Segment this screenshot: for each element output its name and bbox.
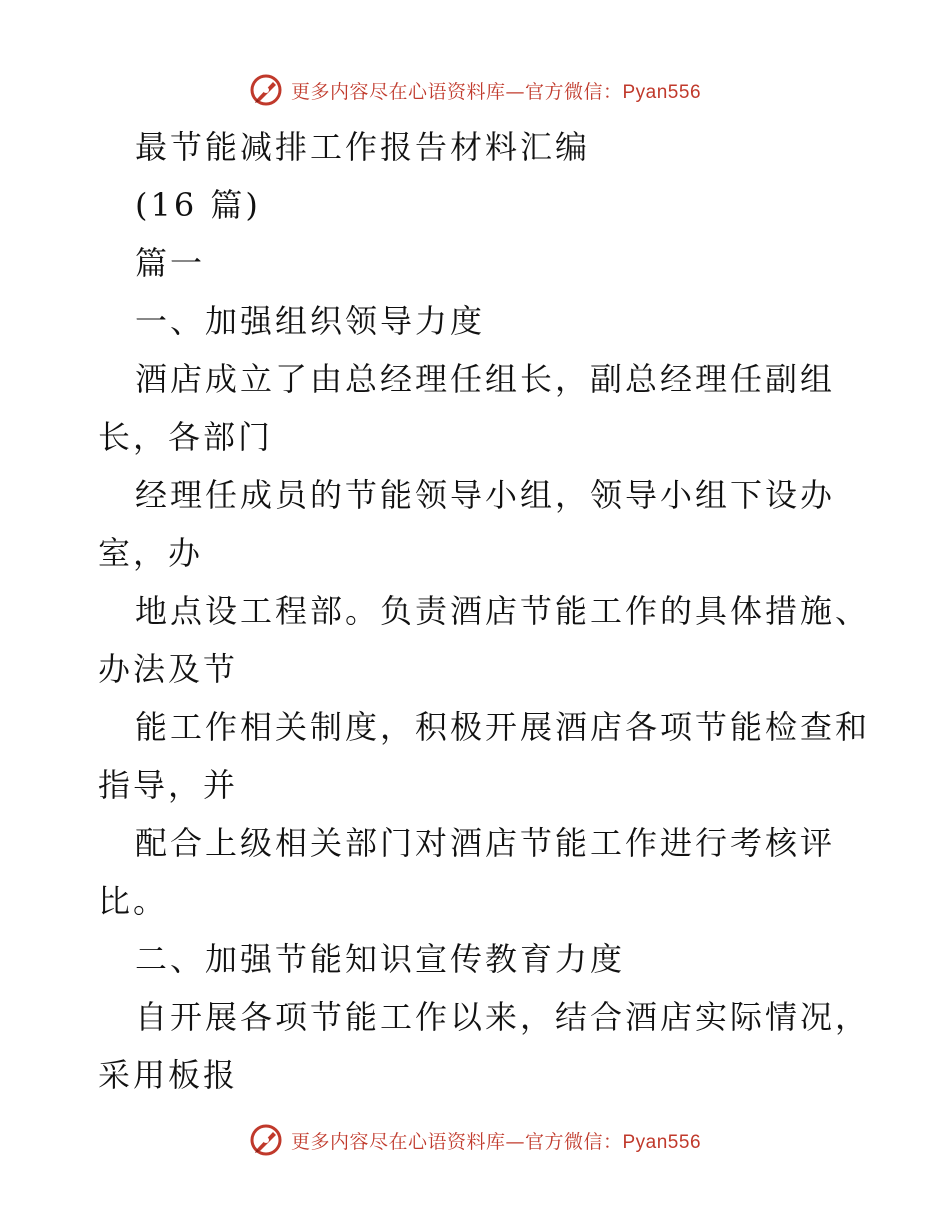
paragraph-line: 比。 — [98, 882, 169, 920]
paragraph-line: 经理任成员的节能领导小组，领导小组下设办 — [135, 476, 836, 514]
paragraph-line: 指导，并 — [98, 766, 239, 804]
paragraph-line: 酒店成立了由总经理任组长，副总经理任副组 — [135, 360, 836, 398]
quill-pen-circle-icon — [249, 1123, 283, 1157]
section-heading-2: 二、加强节能知识宣传教育力度 — [135, 940, 626, 978]
watermark-text: 更多内容尽在心语资料库—官方微信：Pyan556 — [290, 1130, 702, 1153]
paragraph-line: 地点设工程部。负责酒店节能工作的具体措施、 — [135, 592, 871, 630]
paragraph-line: 采用板报 — [98, 1056, 239, 1094]
paragraph-line: 配合上级相关部门对酒店节能工作进行考核评 — [135, 824, 836, 862]
document-subtitle: (16 篇) — [135, 186, 261, 224]
paragraph-line: 办法及节 — [98, 650, 239, 688]
paragraph-line: 室，办 — [98, 534, 204, 572]
chapter-heading: 篇一 — [135, 244, 206, 282]
section-heading-1: 一、加强组织领导力度 — [135, 302, 486, 340]
paragraph-line: 能工作相关制度，积极开展酒店各项节能检查和 — [135, 708, 871, 746]
watermark-banner-bottom — [0, 1120, 950, 1160]
watermark-text: 更多内容尽在心语资料库—官方微信：Pyan556 — [290, 80, 702, 103]
quill-pen-circle-icon — [249, 73, 283, 107]
watermark-banner-top — [0, 70, 950, 110]
document-title: 最节能减排工作报告材料汇编 — [135, 128, 591, 166]
wechat-id: Pyan556 — [622, 81, 702, 103]
paragraph-line: 自开展各项节能工作以来，结合酒店实际情况， — [135, 998, 871, 1036]
wechat-id: Pyan556 — [622, 1131, 702, 1153]
paragraph-line: 长，各部门 — [98, 418, 274, 456]
